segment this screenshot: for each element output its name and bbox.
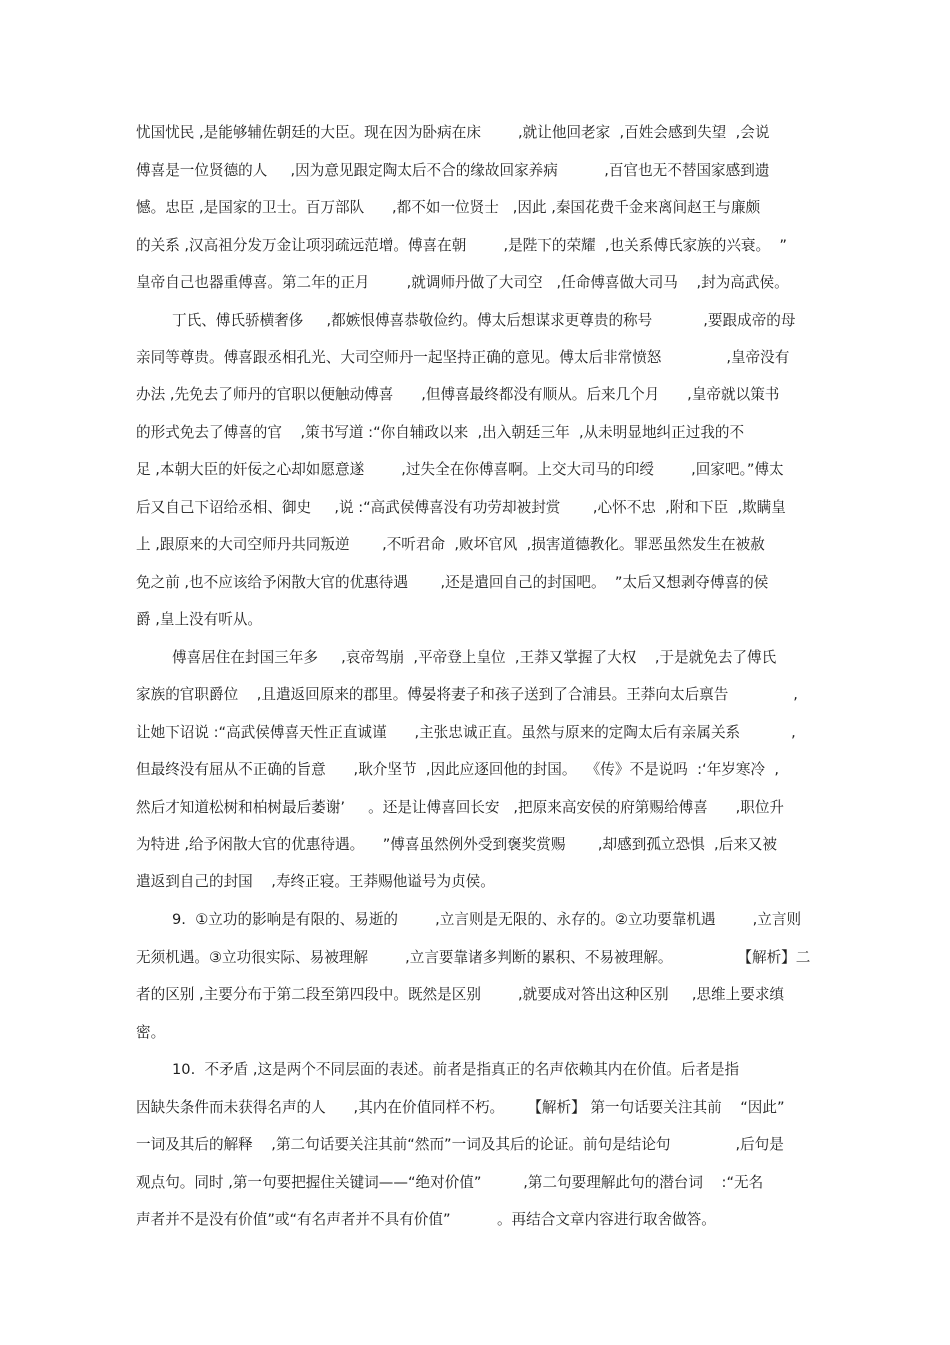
text-line: 为特进 ,给予闲散大官的优惠待遇。 ”傅喜虽然例外受到褒奖赏赐 ,却感到孤立恐惧 ,后来又被 bbox=[136, 836, 777, 853]
text-line: 因缺失条件而未获得名声的人 ,其内在价值同样不朽。 【解析】 第一句话要关注其前 “因此” bbox=[136, 1099, 785, 1116]
text-line: 家族的官职爵位 ,且遣返回原来的郡里。傅晏将妻子和孩子送到了合浦县。王莽向太后禀告 , bbox=[136, 686, 798, 703]
text-line: 10. 不矛盾 ,这是两个不同层面的表述。前者是指真正的名声依赖其内在价值。后者是指 bbox=[172, 1061, 740, 1078]
text-line: 者的区别 ,主要分布于第二段至第四段中。既然是区别 ,就要成对答出这种区别 ,思维上要求缜 bbox=[136, 986, 785, 1003]
text-line: 无须机遇。③立功很实际、易被理解 ,立言要靠诸多判断的累积、不易被理解。 【解析】二 bbox=[136, 949, 811, 966]
text-line: 憾。忠臣 ,是国家的卫士。百万部队 ,都不如一位贤士 ,因此 ,秦国花费千金来离间赵王与廉颇 bbox=[136, 199, 761, 216]
text-line: 但最终没有屈从不正确的旨意 ,耿介坚节 ,因此应逐回他的封国。 《传》不是说吗 :‘年岁寒冷 , bbox=[136, 761, 779, 778]
text-line: 免之前 ,也不应该给予闲散大官的优惠待遇 ,还是遣回自己的封国吧。 ”太后又想剥夺傅喜的侯 bbox=[136, 574, 769, 591]
text-line: 皇帝自己也器重傅喜。第二年的正月 ,就调师丹做了大司空 ,任命傅喜做大司马 ,封为高武侯。 bbox=[136, 274, 789, 291]
text-line: 密。 bbox=[136, 1024, 166, 1041]
text-line: 足 ,本朝大臣的奸佞之心却如愿意遂 ,过失全在你傅喜啊。上交大司马的印绶 ,回家吧。”傅太 bbox=[136, 461, 784, 478]
text-line: 办法 ,先免去了师丹的官职以便触动傅喜 ,但傅喜最终都没有顺从。后来几个月 ,皇帝就以策书 bbox=[136, 386, 780, 403]
text-line: 傅喜是一位贤德的人 ,因为意见跟定陶太后不合的缘故回家养病 ,百官也无不替国家感到遗 bbox=[136, 162, 770, 179]
text-line: 后又自己下诏给丞相、御史 ,说 :“高武侯傅喜没有功劳却被封赏 ,心怀不忠 ,附和下臣 ,欺瞒皇 bbox=[136, 499, 786, 516]
text-line: 丁氏、傅氏骄横奢侈 ,都嫉恨傅喜恭敬俭约。傅太后想谋求更尊贵的称号 ,要跟成帝的母 bbox=[172, 312, 796, 329]
text-line: 一词及其后的解释 ,第二句话要关注其前“然而”一词及其后的论证。前句是结论句 ,后句是 bbox=[136, 1136, 784, 1153]
text-line: 9. ①立功的影响是有限的、易逝的 ,立言则是无限的、永存的。②立功要靠机遇 ,立言则 bbox=[172, 911, 802, 928]
text-line: 的形式免去了傅喜的官 ,策书写道 :“你自辅政以来 ,出入朝廷三年 ,从未明显地纠正过我的不 bbox=[136, 424, 745, 441]
text-line: 让她下诏说 :“高武侯傅喜天性正直诚谨 ,主张忠诚正直。虽然与原来的定陶太后有亲属关系 , bbox=[136, 724, 796, 741]
text-line: 忧国忧民 ,是能够辅佐朝廷的大臣。现在因为卧病在床 ,就让他回老家 ,百姓会感到失望 ,会说 bbox=[136, 124, 770, 141]
text-line: 遣返到自己的封国 ,寿终正寝。王莽赐他谥号为贞侯。 bbox=[136, 873, 495, 890]
text-line: 亲同等尊贵。傅喜跟丞相孔光、大司空师丹一起坚持正确的意见。傅太后非常愤怒 ,皇帝没有 bbox=[136, 349, 790, 366]
text-line: 上 ,跟原来的大司空师丹共同叛逆 ,不听君命 ,败坏官风 ,损害道德教化。罪恶虽然发生在被赦 bbox=[136, 536, 765, 553]
text-line: 观点句。同时 ,第一句要把握住关键词——“绝对价值” ,第二句要理解此句的潜台词 :“无名 bbox=[136, 1174, 764, 1191]
text-line: 爵 ,皇上没有听从。 bbox=[136, 611, 263, 628]
text-line: 傅喜居住在封国三年多 ,哀帝驾崩 ,平帝登上皇位 ,王莽又掌握了大权 ,于是就免去了傅氏 bbox=[172, 649, 777, 666]
text-line: 的关系 ,汉高祖分发万金让项羽疏远范增。傅喜在朝 ,是陛下的荣耀 ,也关系傅氏家族的兴衰。 ” bbox=[136, 237, 787, 254]
text-line: 然后才知道松树和柏树最后萎谢’ 。还是让傅喜回长安 ,把原来高安侯的府第赐给傅喜 ,职位升 bbox=[136, 799, 785, 816]
text-line: 声者并不是没有价值”或“有名声者并不具有价值” 。再结合文章内容进行取舍做答。 bbox=[136, 1211, 716, 1228]
